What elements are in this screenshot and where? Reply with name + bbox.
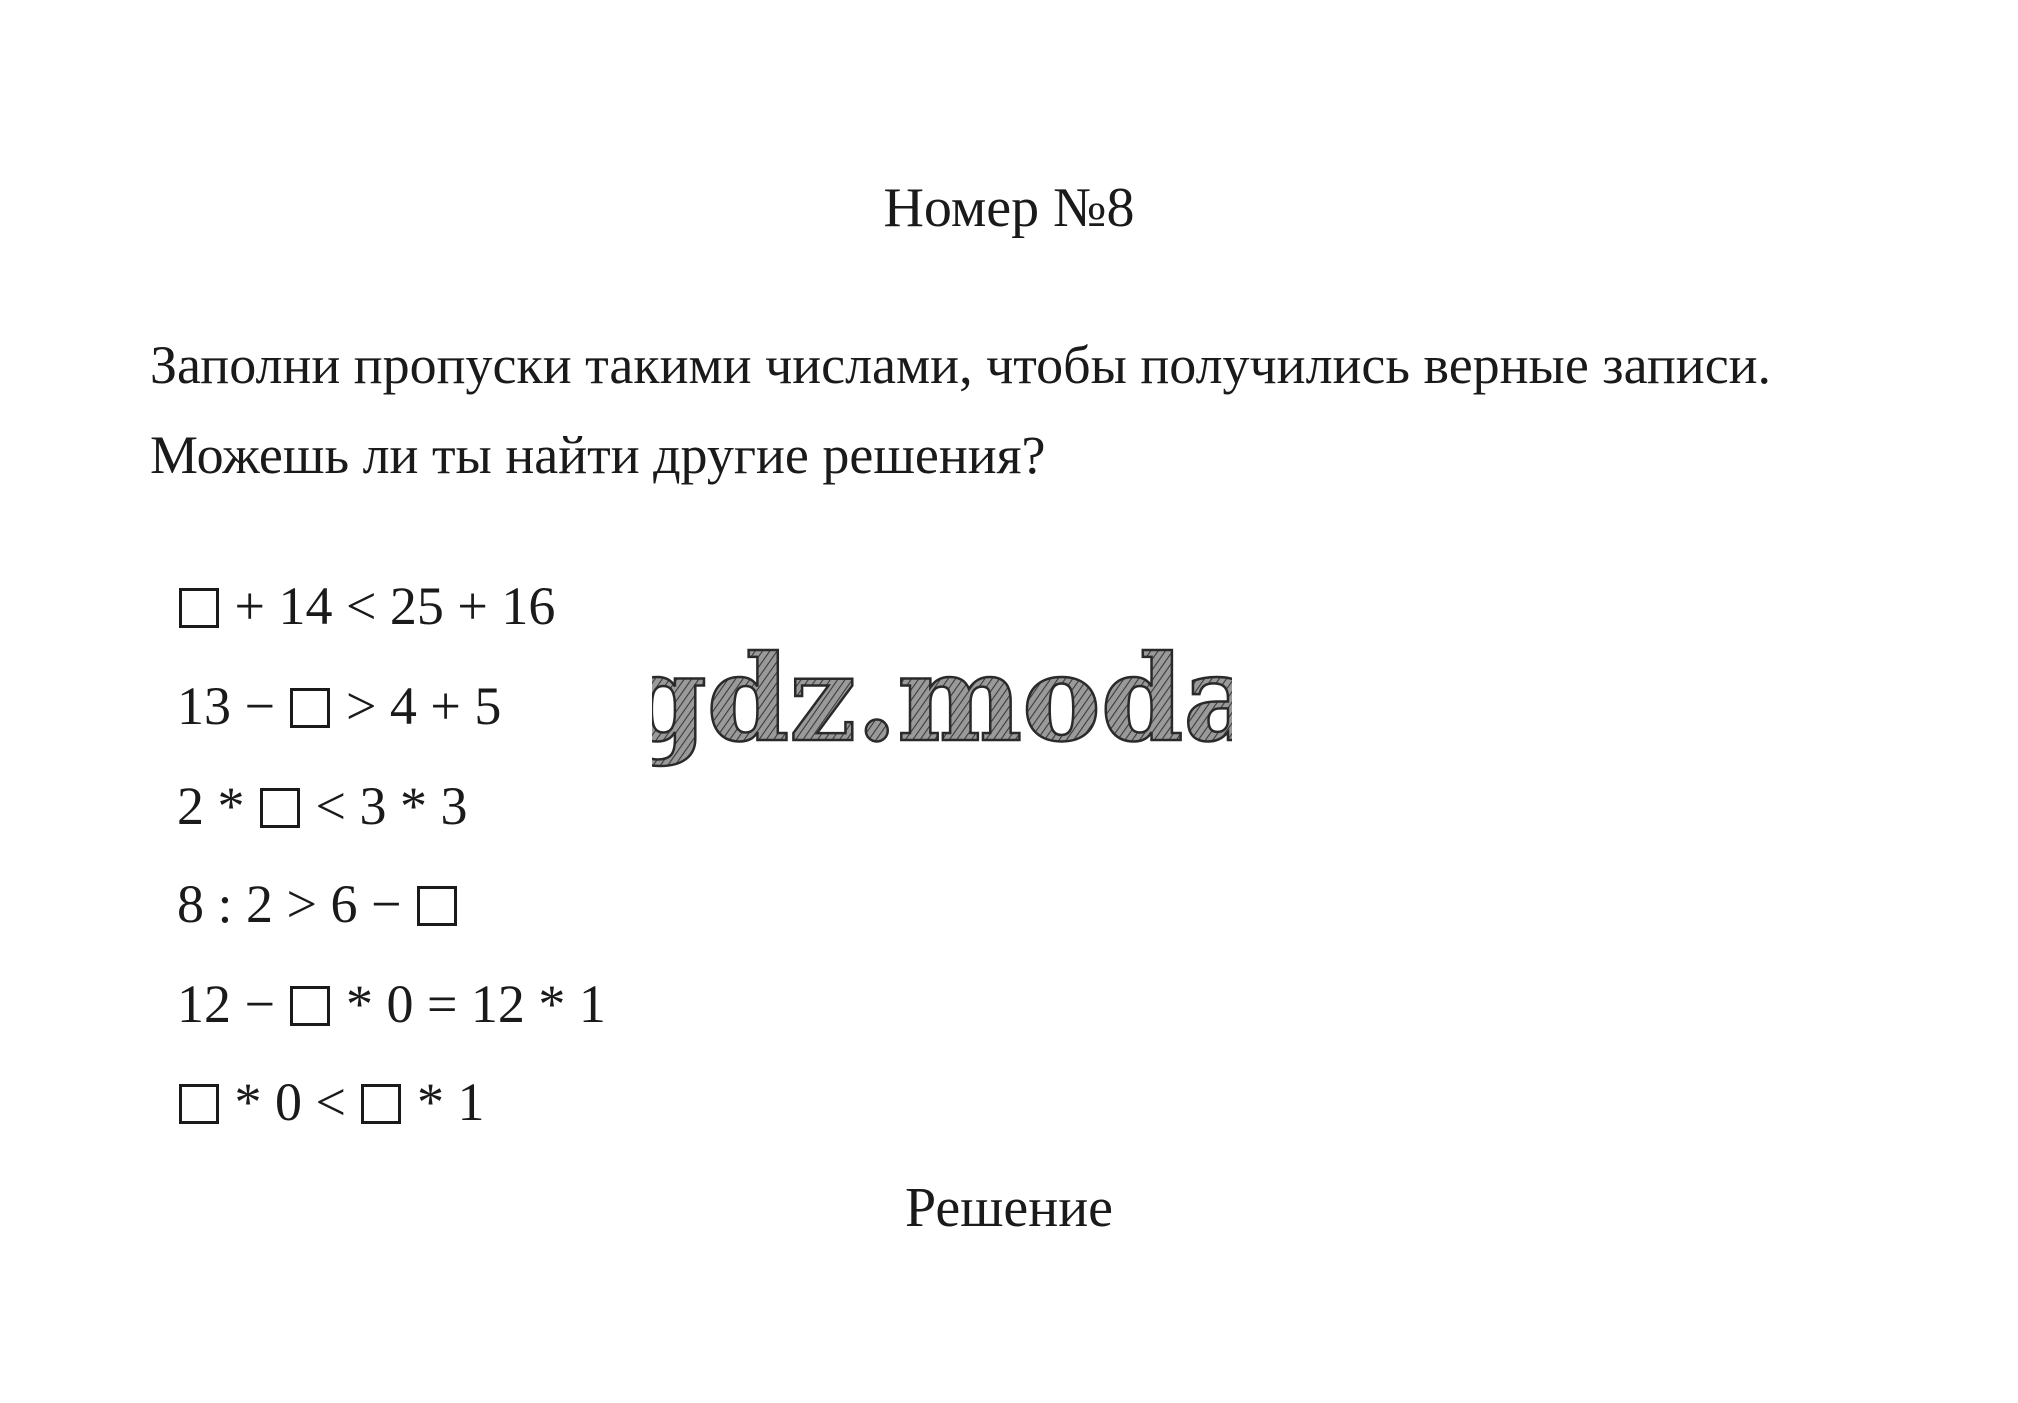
expression-text: 13 − — [177, 676, 289, 736]
expression-text: * 1 — [403, 1072, 485, 1132]
expression-text: + 14 < 25 + 16 — [221, 576, 556, 636]
watermark-logo-graphic — [652, 630, 1232, 780]
blank-box[interactable] — [361, 1084, 401, 1124]
expression-text: 12 − — [177, 974, 289, 1034]
task-text: Заполни пропуски такими числами, чтобы получились верные записи. Можешь ли ты найти другие решения? — [150, 335, 1772, 485]
expression-text: 2 * — [177, 776, 258, 836]
watermark-logo — [652, 630, 1232, 780]
expression-text: > 4 + 5 — [332, 676, 502, 736]
problem-title: Номер №8 — [883, 177, 1135, 239]
expression-text: * 0 < — [221, 1072, 360, 1132]
expression-text: * 0 = 12 * 1 — [332, 974, 606, 1034]
expression-text: < 3 * 3 — [302, 776, 468, 836]
solution-heading: Решение — [904, 1177, 1114, 1239]
watermark-text: gdz.moda — [652, 630, 1232, 768]
blank-box[interactable] — [179, 1084, 219, 1124]
expression-6 — [150, 1006, 484, 1134]
expression-text: 8 : 2 > 6 − — [177, 874, 415, 934]
